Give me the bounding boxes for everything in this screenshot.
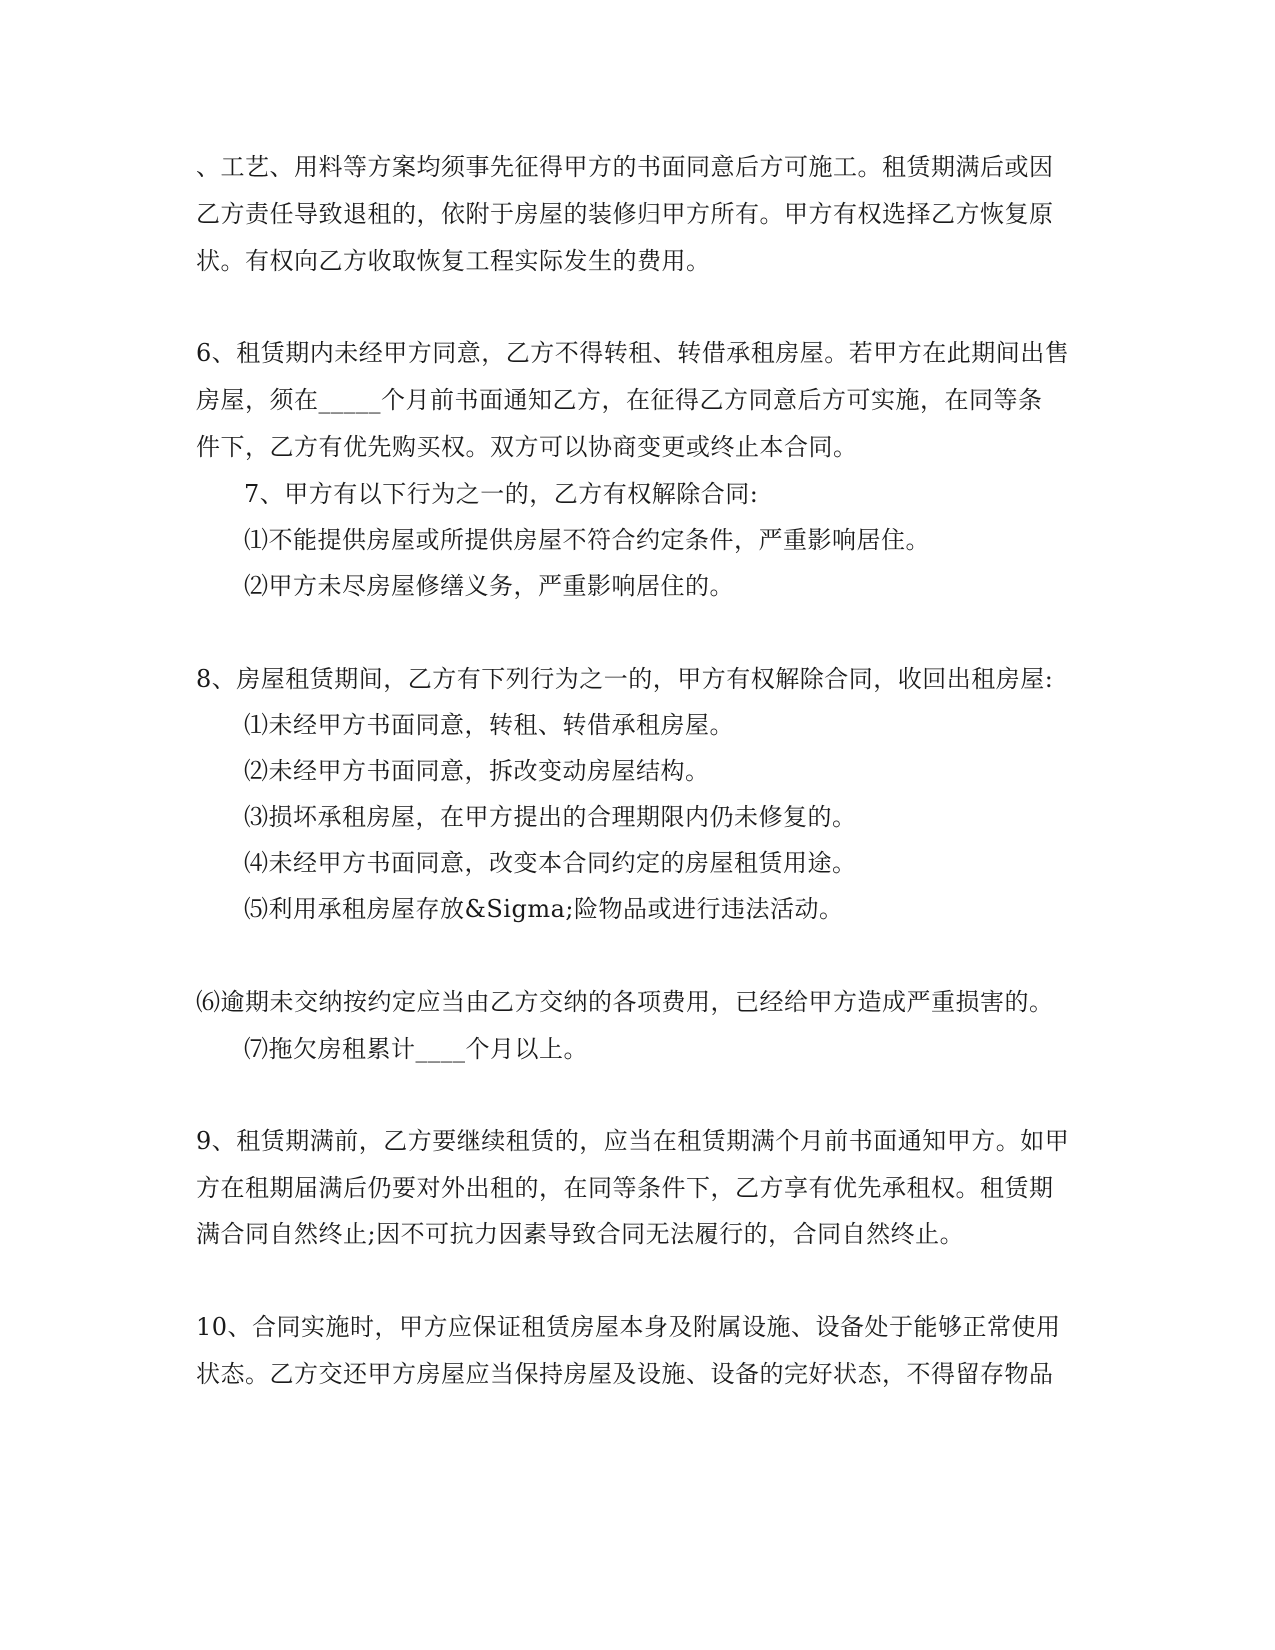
text-line: 、工艺、用料等方案均须事先征得甲方的书面同意后方可施工。租赁期满后或因 <box>196 153 1054 181</box>
text-line: 9、租赁期满前，乙方要继续租赁的，应当在租赁期满个月前书面通知甲方。如甲 <box>196 1127 1070 1155</box>
text-line: ⑴未经甲方书面同意，转租、转借承租房屋。 <box>244 711 734 739</box>
text-line: 乙方责任导致退租的，依附于房屋的装修归甲方所有。甲方有权选择乙方恢复原 <box>196 200 1054 228</box>
text-line: 8、房屋租赁期间，乙方有下列行为之一的，甲方有权解除合同，收回出租房屋: <box>196 665 1054 693</box>
text-line: ⑵甲方未尽房屋修缮义务，严重影响居住的。 <box>244 572 734 600</box>
text-line: 方在租期届满后仍要对外出租的，在同等条件下，乙方享有优先承租权。租赁期 <box>196 1174 1054 1202</box>
text-line: ⑵未经甲方书面同意，拆改变动房屋结构。 <box>244 757 710 785</box>
text-line: 件下，乙方有优先购买权。双方可以协商变更或终止本合同。 <box>196 433 858 461</box>
text-line: ⑹逾期未交纳按约定应当由乙方交纳的各项费用，已经给甲方造成严重损害的。 <box>196 988 1054 1016</box>
text-line: ⑷未经甲方书面同意，改变本合同约定的房屋租赁用途。 <box>244 849 857 877</box>
text-line: 状态。乙方交还甲方房屋应当保持房屋及设施、设备的完好状态，不得留存物品 <box>196 1360 1054 1388</box>
text-line: ⑸利用承租房屋存放&Sigma;险物品或进行违法活动。 <box>244 895 844 923</box>
text-line: 房屋，须在_____个月前书面通知乙方，在征得乙方同意后方可实施，在同等条 <box>196 386 1043 414</box>
text-line: ⑶损坏承租房屋，在甲方提出的合理期限内仍未修复的。 <box>244 803 857 831</box>
text-line: 10、合同实施时，甲方应保证租赁房屋本身及附属设施、设备处于能够正常使用 <box>196 1313 1061 1341</box>
text-line: 满合同自然终止;因不可抗力因素导致合同无法履行的，合同自然终止。 <box>196 1220 965 1248</box>
text-line: 状。有权向乙方收取恢复工程实际发生的费用。 <box>196 247 711 275</box>
text-line: 6、租赁期内未经甲方同意，乙方不得转租、转借承租房屋。若甲方在此期间出售 <box>196 339 1070 367</box>
text-line: ⑺拖欠房租累计____个月以上。 <box>244 1035 588 1063</box>
text-line: 7、甲方有以下行为之一的，乙方有权解除合同: <box>244 480 759 508</box>
text-line: ⑴不能提供房屋或所提供房屋不符合约定条件，严重影响居住。 <box>244 526 930 554</box>
